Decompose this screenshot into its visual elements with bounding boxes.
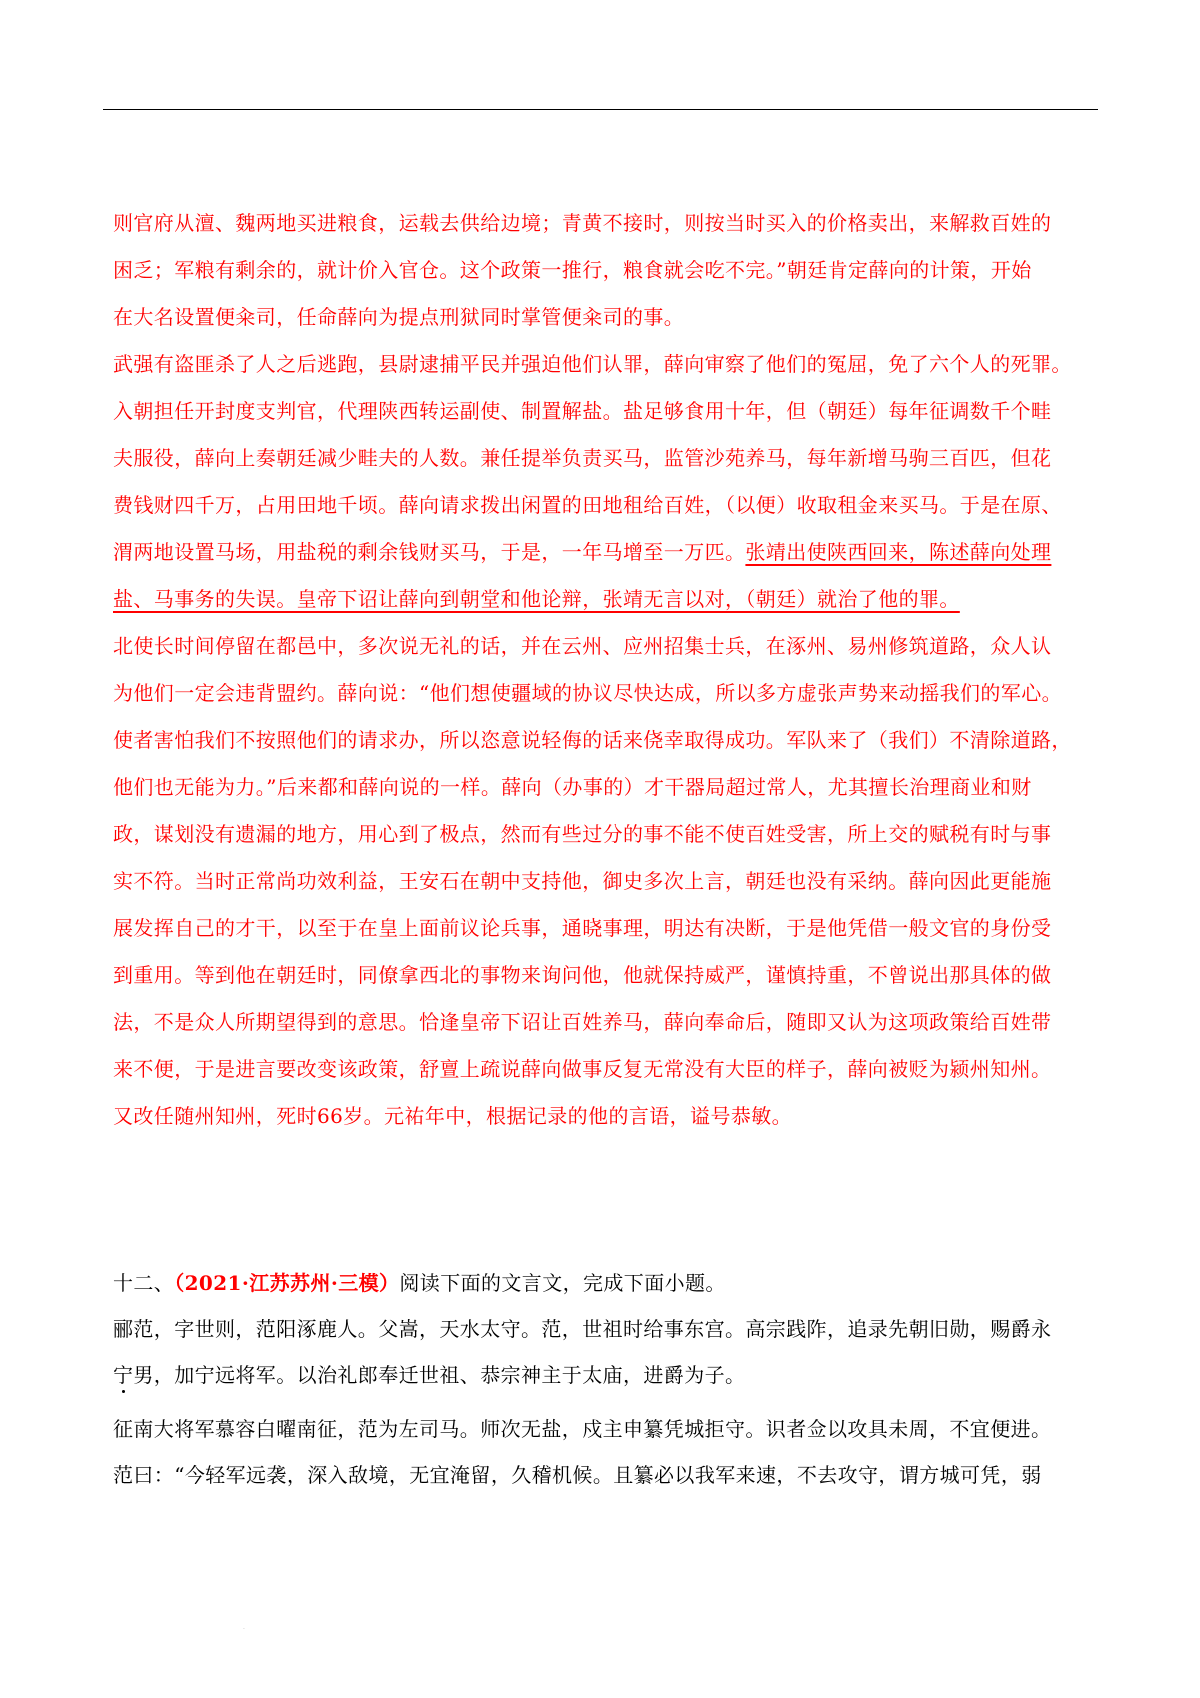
header-rule (103, 109, 1098, 110)
text-line: 则官府从澶、魏两地买进粮食，运载去供给边境；青黄不接时，则按当时买入的价格卖出，来解救百姓的 (113, 211, 1052, 235)
text-line: 政，谋划没有遗漏的地方，用心到了极点，然而有些过分的事不能不使百姓受害，所上交的赋税有时与事 (113, 822, 1052, 846)
text-line: 北使长时间停留在都邑中，多次说无礼的话，并在云州、应州招集士兵，在涿州、易州修筑道路，众人认 (113, 634, 1052, 658)
text-line: 使者害怕我们不按照他们的请求办，所以恣意说轻侮的话来侥幸取得成功。军队来了（我们）不清除道路， (113, 728, 1072, 752)
question-instruction: 阅读下面的文言文，完成下面小题。 (399, 1271, 726, 1295)
translation-paragraph-2 (113, 341, 1098, 623)
text-line: 困乏；军粮有剩余的，就计价入官仓。这个政策一推行，粮食就会吃不完。”朝廷肯定薛向的计策，开始 (113, 258, 1032, 282)
text-line: 他们也无能为力。”后来都和薛向说的一样。薛向（办事的）才干器局超过常人，尤其擅长治理商业和财 (113, 775, 1032, 799)
translation-paragraph-3 (113, 623, 1098, 1140)
emphasis-dotted-char: 宁 (113, 1363, 134, 1387)
question-number: 十二、 (113, 1271, 175, 1295)
question-block (113, 1260, 1098, 1498)
text-line: 费钱财四千万，占用田地千顷。薛向请求拨出闲置的田地租给百姓，（以便）收取租金来买马。于是在原、 (113, 493, 1062, 517)
text-line: 为他们一定会违背盟约。薛向说：“他们想使疆域的协议尽快达成，所以多方虚张声势来动摇我们的军心。 (113, 681, 1063, 705)
text-line: 法，不是众人所期望得到的意思。恰逢皇帝下诏让百姓养马，薛向奉命后，随即又认为这项政策给百姓带 (113, 1010, 1052, 1034)
text-line: 又改任随州知州，死时66岁。元祐年中，根据记录的他的言语，谥号恭敏。 (113, 1104, 793, 1128)
passage-paragraph-1 (113, 1306, 1098, 1398)
translation-paragraph-1 (113, 200, 1098, 341)
text-line: 实不符。当时正常尚功效利益，王安石在朝中支持他，御史多次上言，朝廷也没有采纳。薛向因此更能施 (113, 869, 1052, 893)
text-line: 郦范，字世则，范阳涿鹿人。父嵩，天水太守。范，世祖时给事东宫。高宗践阼，追录先朝旧勋，赐爵永 (113, 1317, 1052, 1341)
passage-paragraph-2 (113, 1406, 1098, 1498)
text-line: 到重用。等到他在朝廷时，同僚拿西北的事物来询问他，他就保持威严，谨慎持重，不曾说出那具体的做 (113, 963, 1052, 987)
underlined-answer-text: 张靖出使陕西回来，陈述薛向处理 (745, 540, 1052, 564)
text-line: 男，加宁远将军。以治礼郎奉迁世祖、恭宗神主于太庙，进爵为子。 (133, 1363, 746, 1387)
text-line: 武强有盗匪杀了人之后逃跑，县尉逮捕平民并强迫他们认罪，薛向审察了他们的冤屈，免了六个人的死罪。 (113, 352, 1072, 376)
text-line: 展发挥自己的才干，以至于在皇上面前议论兵事，通晓事理，明达有决断，于是他凭借一般文官的身份受 (113, 916, 1052, 940)
translation-block (113, 200, 1098, 1140)
question-title (113, 1260, 1098, 1306)
footer-dot: · (243, 1626, 245, 1633)
underlined-answer-text: 盐、马事务的失误。皇帝下诏让薛向到朝堂和他论辩，张靖无言以对，（朝廷）就治了他的罪。 (113, 587, 960, 611)
text-line: 征南大将军慕容白曜南征，范为左司马。师次无盐，戍主申纂凭城拒守。识者佥以攻具未周，不宜便进。 (113, 1417, 1052, 1441)
text-line: 范曰：“今轻军远袭，深入敌境，无宜淹留，久稽机候。且纂必以我军来速，不去攻守，谓方城可凭，弱 (113, 1463, 1042, 1487)
text-line: 在大名设置便籴司，任命薛向为提点刑狱同时掌管便籴司的事。 (113, 305, 685, 329)
question-source: （2021·江苏苏州·三模） (174, 1271, 400, 1295)
text-line: 来不便，于是进言要改变该政策，舒亶上疏说薛向做事反复无常没有大臣的样子，薛向被贬为颍州知州。 (113, 1057, 1052, 1081)
text-line: 渭两地设置马场，用盐税的剩余钱财买马，于是，一年马增至一万匹。 (113, 540, 746, 564)
text-line: 入朝担任开封度支判官，代理陕西转运副使、制置解盐。盐足够食用十年，但（朝廷）每年征调数千个畦 (113, 399, 1052, 423)
text-line: 夫服役，薛向上奏朝廷减少畦夫的人数。兼任提举负责买马，监管沙苑养马，每年新增马驹三百匹，但花 (113, 446, 1052, 470)
